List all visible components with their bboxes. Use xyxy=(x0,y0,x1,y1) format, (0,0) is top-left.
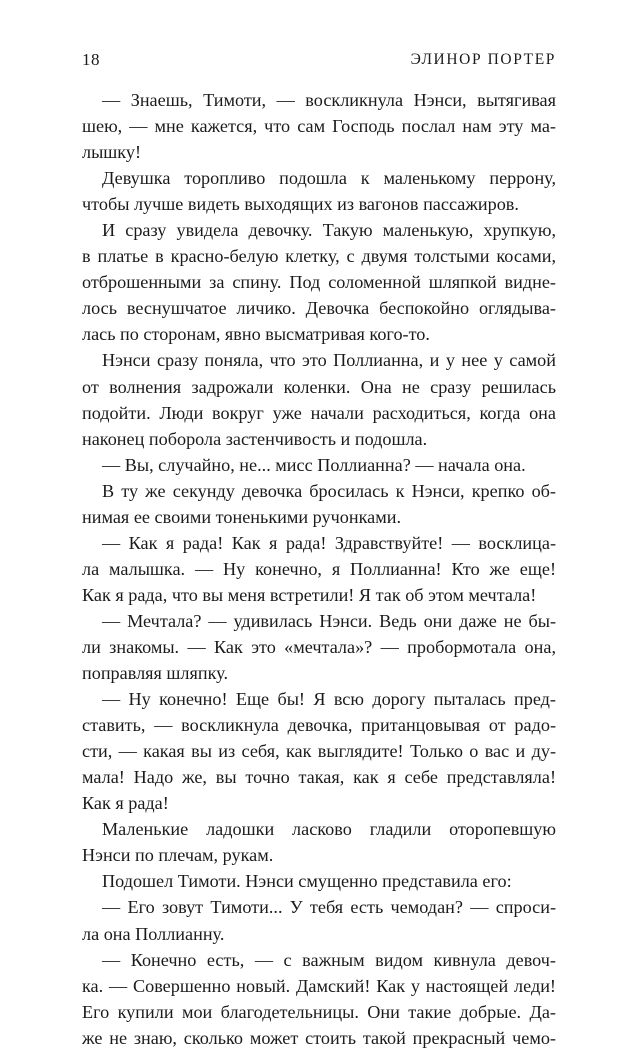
text-line: лышку! xyxy=(82,142,142,163)
text-line: — Вы, случайно, не... мисс Поллианна? — начала она. xyxy=(102,454,526,475)
text-line: ли знакомы. — Как это «мечтала»? — пробормотала она, xyxy=(82,636,556,657)
text-line: поправляя шляпку. xyxy=(82,663,229,684)
text-line: же не знаю, сколько может стоить такой прекрасный чемо- xyxy=(82,1027,556,1048)
text-line: — Мечтала? — удивилась Нэнси. Ведь они даже не бы- xyxy=(102,610,556,631)
text-line: Маленькие ладошки ласково гладили оторопевшую xyxy=(102,819,556,840)
text-line: нимая ее своими тоненькими ручонками. xyxy=(82,506,402,527)
body-text xyxy=(82,87,556,1051)
running-header xyxy=(82,50,556,72)
text-line: — Знаешь, Тимоти, — воскликнула Нэнси, вытягивая xyxy=(102,90,556,110)
text-line: Как я рада, что вы меня встретили! Я так об этом мечтала! xyxy=(82,584,537,605)
text-line: ставить, — воскликнула девочка, пританцовывая от радо- xyxy=(82,715,556,736)
text-line: Нэнси по плечам, рукам. xyxy=(82,845,274,866)
text-line: Девушка торопливо подошла к маленькому перрону, xyxy=(102,168,556,189)
text-line: отброшенными за спину. Под соломенной шляпкой видне- xyxy=(82,272,556,293)
text-line: подойти. Люди вокруг уже начали расходиться, когда она xyxy=(82,402,556,423)
text-line: лась по сторонам, явно высматривая кого-то. xyxy=(82,324,430,345)
text-line: — Ну конечно! Еще бы! Я всю дорогу пыталась пред- xyxy=(102,689,556,710)
text-line: шею, — мне кажется, что сам Господь послал нам эту ма- xyxy=(82,116,556,137)
text-line: мала! Надо же, вы точно такая, как я себе представляла! xyxy=(82,767,556,788)
text-line: Подошел Тимоти. Нэнси смущенно представила его: xyxy=(102,871,512,892)
text-line: ла она Поллианну. xyxy=(82,923,225,944)
running-title: ЭЛИНОР ПОРТЕР xyxy=(410,51,556,68)
text-line: Нэнси сразу поняла, что это Поллианна, и у нее у самой xyxy=(102,350,556,371)
text-line: Как я рада! xyxy=(82,793,169,814)
text-line: Его купили мои благодетельницы. Они такие добрые. Да- xyxy=(82,1001,556,1022)
text-line: И сразу увидела девочку. Такую маленькую, хрупкую, xyxy=(102,220,556,241)
text-line: наконец поборола застенчивость и подошла. xyxy=(82,428,428,449)
text-line: ка. — Совершенно новый. Дамский! Как у настоящей леди! xyxy=(82,975,556,996)
text-line: в платье в красно-белую клетку, с двумя толстыми косами, xyxy=(82,246,556,267)
text-line: лось веснушчатое личико. Девочка беспокойно оглядыва- xyxy=(82,298,556,319)
text-line: — Как я рада! Как я рада! Здравствуйте! — восклица- xyxy=(102,532,556,553)
text-line: сти, — какая вы из себя, как выглядите! Только о вас и ду- xyxy=(82,741,556,762)
text-line: — Конечно есть, — с важным видом кивнула девоч- xyxy=(102,949,556,970)
text-line: В ту же секунду девочка бросилась к Нэнси, крепко об- xyxy=(102,480,556,501)
text-line: ла малышка. — Ну конечно, я Поллианна! Кто же еще! xyxy=(82,558,556,579)
text-line: от волнения задрожали коленки. Она не сразу решилась xyxy=(82,376,556,397)
page-number: 18 xyxy=(82,50,100,69)
text-line: чтобы лучше видеть выходящих из вагонов пассажиров. xyxy=(82,194,519,215)
text-line: — Его зовут Тимоти... У тебя есть чемодан? — спроси- xyxy=(102,897,556,918)
